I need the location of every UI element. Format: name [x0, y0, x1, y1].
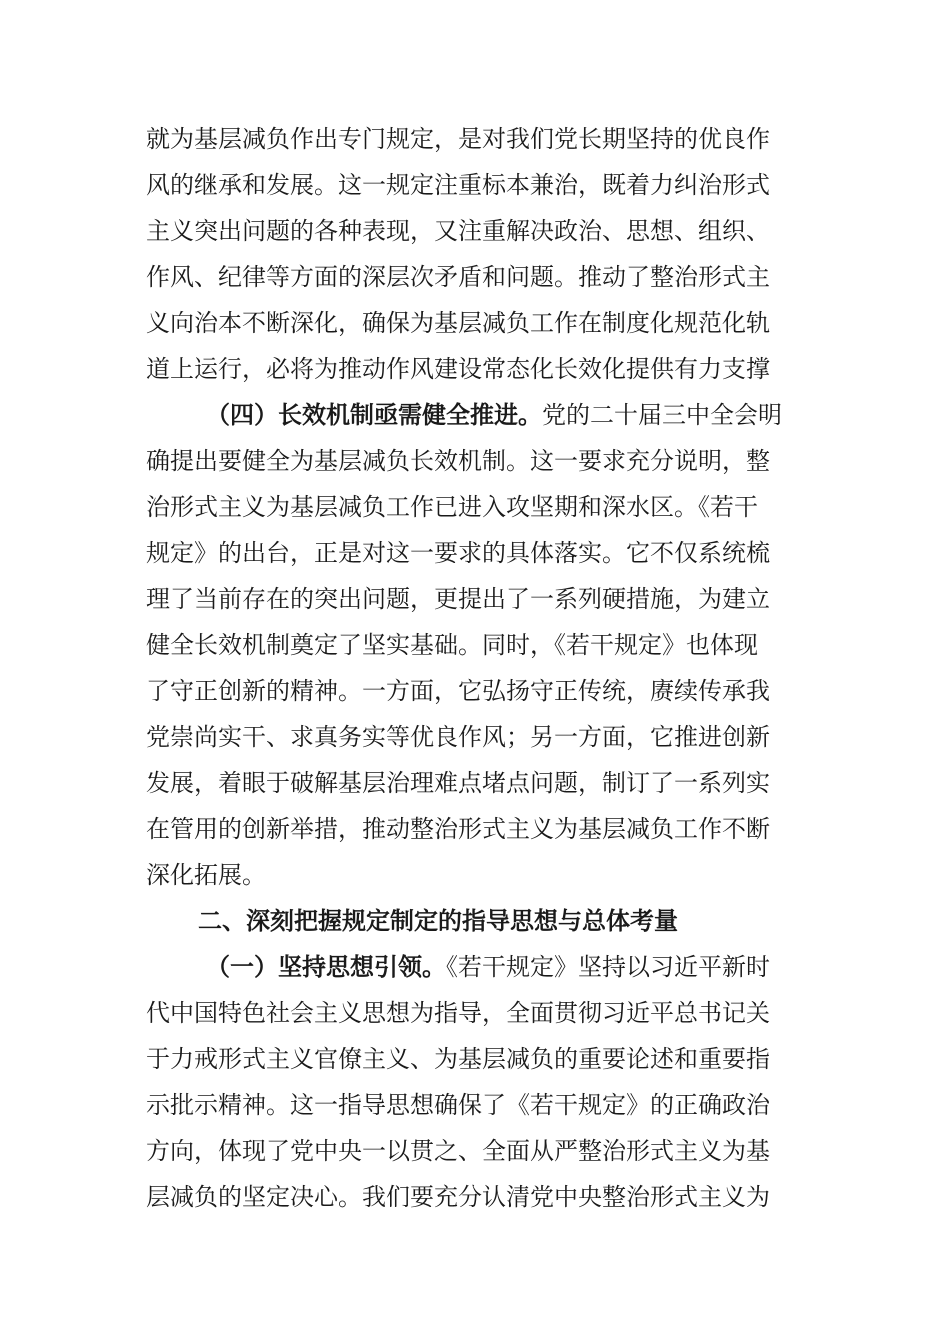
- text-line-first: [146, 392, 808, 438]
- text-line: 主义突出问题的各种表现，又注重解决政治、思想、组织、: [146, 217, 770, 245]
- text-line: 代中国特色社会主义思想为指导，全面贯彻习近平总书记关: [146, 999, 770, 1027]
- paragraph-1: [146, 116, 808, 392]
- paragraph-3: [146, 944, 808, 1220]
- text-line: 健全长效机制奠定了坚实基础。同时，《若干规定》也体现: [146, 631, 758, 659]
- text-line: 风的继承和发展。这一规定注重标本兼治，既着力纠治形式: [146, 171, 770, 199]
- text-line: 确提出要健全为基层减负长效机制。这一要求充分说明，整: [146, 447, 770, 475]
- text-line: 方向，体现了党中央一以贯之、全面从严整治形式主义为基: [146, 1137, 770, 1165]
- text-line: 理了当前存在的突出问题，更提出了一系列硬措施，为建立: [146, 585, 770, 613]
- text-line: 党崇尚实干、求真务实等优良作风；另一方面，它推进创新: [146, 723, 770, 751]
- text-line: 道上运行，必将为推动作风建设常态化长效化提供有力支撑: [146, 355, 770, 383]
- text-line: 示批示精神。这一指导思想确保了《若干规定》的正确政治: [146, 1091, 770, 1119]
- text-line: 在管用的创新举措，推动整治形式主义为基层减负工作不断: [146, 815, 770, 843]
- paragraph-lead: （一）坚持思想引领。: [206, 953, 446, 981]
- document-body: [146, 116, 808, 1220]
- text-line: 于力戒形式主义官僚主义、为基层减负的重要论述和重要指: [146, 1045, 770, 1073]
- paragraph-first-text: 党的二十届三中全会明: [542, 401, 782, 429]
- text-line: 义向治本不断深化，确保为基层减负工作在制度化规范化轨: [146, 309, 770, 337]
- text-line: 就为基层减负作出专门规定，是对我们党长期坚持的优良作: [146, 125, 770, 153]
- text-line: 了守正创新的精神。一方面，它弘扬守正传统，赓续传承我: [146, 677, 770, 705]
- text-line: 作风、纪律等方面的深层次矛盾和问题。推动了整治形式主: [146, 263, 770, 291]
- text-line: 发展，着眼于破解基层治理难点堵点问题，制订了一系列实: [146, 769, 770, 797]
- text-line-first: [146, 944, 808, 990]
- section-heading: 二、深刻把握规定制定的指导思想与总体考量: [198, 907, 678, 935]
- text-line: 层减负的坚定决心。我们要充分认清党中央整治形式主义为: [146, 1183, 770, 1211]
- text-line: 治形式主义为基层减负工作已进入攻坚期和深水区。《若干: [146, 493, 758, 521]
- paragraph-2: [146, 392, 808, 898]
- paragraph-lead: （四）长效机制亟需健全推进。: [206, 401, 542, 429]
- paragraph-first-text: 《若干规定》坚持以习近平新时: [446, 953, 770, 981]
- text-line: 深化拓展。: [146, 861, 266, 889]
- text-line: 规定》的出台，正是对这一要求的具体落实。它不仅系统梳: [146, 539, 770, 567]
